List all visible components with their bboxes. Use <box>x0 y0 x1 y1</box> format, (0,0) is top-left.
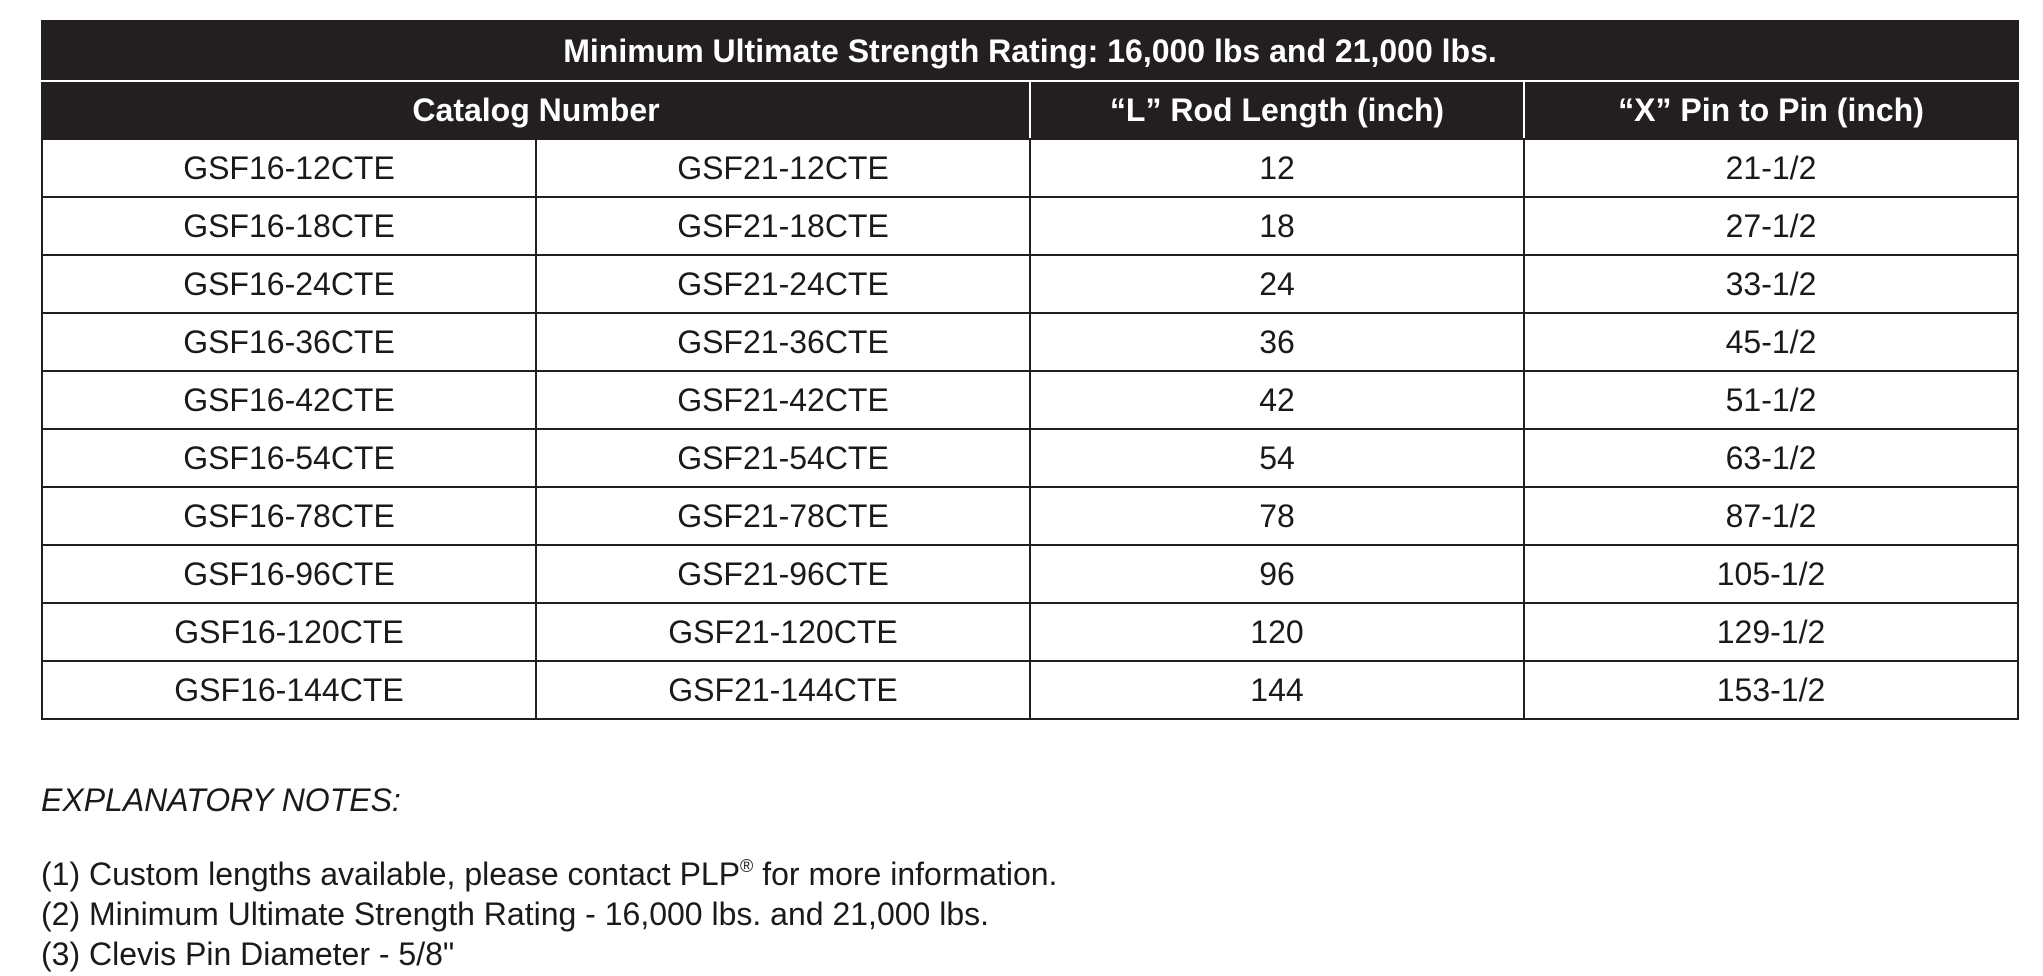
notes-heading: EXPLANATORY NOTES: <box>41 782 401 818</box>
registered-trademark-symbol: ® <box>740 856 754 876</box>
column-header-rod-length: “L” Rod Length (inch) <box>1030 81 1524 139</box>
pin-to-pin-value: 51-1/2 <box>1524 371 2018 429</box>
rod-length-value: 120 <box>1030 603 1524 661</box>
note-1-text-end: for more information. <box>753 856 1058 892</box>
column-header-pin-to-pin: “X” Pin to Pin (inch) <box>1524 81 2018 139</box>
table-row <box>42 197 2018 255</box>
catalog-number-16: GSF16-96CTE <box>42 545 536 603</box>
rod-length-value: 78 <box>1030 487 1524 545</box>
note-strength-rating: (2) Minimum Ultimate Strength Rating - 16,000 lbs. and 21,000 lbs. <box>41 896 990 932</box>
catalog-number-16: GSF16-120CTE <box>42 603 536 661</box>
pin-to-pin-value: 87-1/2 <box>1524 487 2018 545</box>
table-row <box>42 313 2018 371</box>
catalog-number-21: GSF21-42CTE <box>536 371 1030 429</box>
pin-to-pin-value: 129-1/2 <box>1524 603 2018 661</box>
catalog-number-16: GSF16-42CTE <box>42 371 536 429</box>
catalog-number-16: GSF16-18CTE <box>42 197 536 255</box>
rod-length-value: 12 <box>1030 139 1524 197</box>
rod-length-value: 24 <box>1030 255 1524 313</box>
table-row <box>42 545 2018 603</box>
rod-length-value: 18 <box>1030 197 1524 255</box>
catalog-number-21: GSF21-18CTE <box>536 197 1030 255</box>
catalog-number-16: GSF16-36CTE <box>42 313 536 371</box>
catalog-number-21: GSF21-24CTE <box>536 255 1030 313</box>
catalog-number-16: GSF16-12CTE <box>42 139 536 197</box>
catalog-number-16: GSF16-24CTE <box>42 255 536 313</box>
rod-length-value: 96 <box>1030 545 1524 603</box>
table-row <box>42 661 2018 719</box>
catalog-number-21: GSF21-96CTE <box>536 545 1030 603</box>
pin-to-pin-value: 45-1/2 <box>1524 313 2018 371</box>
rod-length-value: 144 <box>1030 661 1524 719</box>
catalog-number-16: GSF16-78CTE <box>42 487 536 545</box>
note-1-text: (1) Custom lengths available, please contact PLP <box>41 856 741 892</box>
table-title: Minimum Ultimate Strength Rating: 16,000 lbs and 21,000 lbs. <box>42 21 2018 81</box>
pin-to-pin-value: 153-1/2 <box>1524 661 2018 719</box>
catalog-number-21: GSF21-120CTE <box>536 603 1030 661</box>
table-row <box>42 371 2018 429</box>
pin-to-pin-value: 27-1/2 <box>1524 197 2018 255</box>
catalog-number-21: GSF21-78CTE <box>536 487 1030 545</box>
table-row <box>42 487 2018 545</box>
pin-to-pin-value: 21-1/2 <box>1524 139 2018 197</box>
catalog-number-21: GSF21-12CTE <box>536 139 1030 197</box>
table-row <box>42 429 2018 487</box>
column-header-catalog-number: Catalog Number <box>42 81 1030 139</box>
catalog-number-21: GSF21-36CTE <box>536 313 1030 371</box>
table-row <box>42 255 2018 313</box>
catalog-number-16: GSF16-144CTE <box>42 661 536 719</box>
table-row <box>42 603 2018 661</box>
catalog-number-21: GSF21-144CTE <box>536 661 1030 719</box>
rod-length-value: 36 <box>1030 313 1524 371</box>
catalog-number-21: GSF21-54CTE <box>536 429 1030 487</box>
note-custom-lengths <box>41 846 1941 894</box>
pin-to-pin-value: 33-1/2 <box>1524 255 2018 313</box>
table-header-row <box>42 81 2018 139</box>
note-clevis-pin-diameter: (3) Clevis Pin Diameter - 5/8" <box>41 936 455 972</box>
pin-to-pin-value: 63-1/2 <box>1524 429 2018 487</box>
table-row <box>42 139 2018 197</box>
explanatory-notes <box>41 780 1941 974</box>
pin-to-pin-value: 105-1/2 <box>1524 545 2018 603</box>
catalog-number-16: GSF16-54CTE <box>42 429 536 487</box>
table-title-row <box>42 21 2018 81</box>
catalog-table <box>41 20 2019 720</box>
rod-length-value: 42 <box>1030 371 1524 429</box>
rod-length-value: 54 <box>1030 429 1524 487</box>
